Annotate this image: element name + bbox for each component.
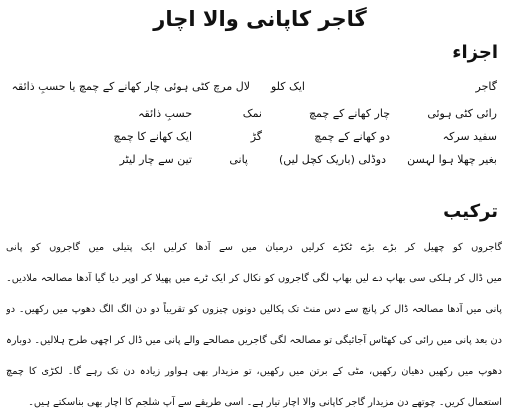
method-heading: ترکیب: [443, 201, 498, 222]
ingredient-row: [0, 103, 520, 125]
ingredient-quantity: چار کھانے کے چمچ یا حسبِ ذائقہ: [11, 80, 160, 93]
ingredient-name: گاجر: [475, 80, 497, 93]
ingredient-name: لال مرچ کٹی ہوئی: [164, 80, 250, 93]
method-line: دھوپ میں رکھیں دھیان رکھیں، مٹی کے برتن میں رکھیں، تو مزیدار بھی ہواور زیادہ دن تک رہے گا۔ لکڑی کا چمچ: [6, 366, 502, 377]
ingredient-name: رائی کٹی ہوئی: [427, 107, 497, 120]
ingredient-quantity: دوڈلی (باریک کچل لیں): [278, 153, 386, 166]
ingredient-row: [0, 126, 520, 148]
method-line: پانی میں آدھا مصالحہ ڈال کر پانچ سے دس منٹ تک پکالیں دونوں چیزوں کو تقریباً دو دن الگ الگ دھوپ میں رکھیں۔ دو: [6, 304, 502, 315]
ingredient-quantity: دو کھانے کے چمچ: [314, 130, 390, 143]
method-line: میں ڈال کر ہلکی سی بھاپ دے لیں بھاپ لگی گاجروں کو نکال کر ایک ٹرے میں پھیلا کر اوپر دیا گیا آدھا مصالحہ ملادیں۔: [6, 273, 502, 284]
ingredient-name: پانی: [229, 153, 248, 166]
ingredients-heading: اجزاء: [452, 42, 498, 63]
ingredient-row: [0, 149, 520, 171]
ingredient-quantity: چار کھانے کے چمچ: [308, 107, 390, 120]
method-line: دن بعد پانی میں رائی کی کھٹاس آجائیگی تو مصالحہ لگی گاجریں مصالحے والے پانی میں ڈال کر اچھی طرح ہلالیں۔ دوبارہ: [6, 335, 502, 346]
method-line: استعمال کریں۔ چوتھے دن مزیدار گاجر کاپانی والا اچار تیار ہے۔ اسی طریقے سے آپ شلجم کا اچار بھی بناسکتے ہیں۔: [28, 397, 502, 408]
ingredient-name: گڑ: [250, 130, 262, 143]
page-title: گاجر کاپانی والا اچار: [153, 7, 367, 31]
method-line: گاجروں کو چھیل کر بڑے بڑے ٹکڑے کرلیں درمیان میں سے آدھا کرلیں ایک پتیلی میں گاجروں کو پانی: [6, 242, 502, 253]
ingredient-name: نمک: [242, 107, 262, 120]
ingredient-name: سفید سرکہ: [442, 130, 497, 143]
ingredient-row: [0, 76, 520, 98]
ingredient-quantity: حسبِ ذائقہ: [138, 107, 192, 120]
method-paragraph: [6, 232, 502, 418]
ingredient-quantity: ایک کلو: [270, 80, 305, 93]
ingredient-quantity: تین سے چار لیٹر: [119, 153, 192, 166]
ingredient-quantity: ایک کھانے کا چمچ: [113, 130, 192, 143]
ingredient-name: بغیر چھلا ہوا لہسن: [407, 153, 497, 166]
